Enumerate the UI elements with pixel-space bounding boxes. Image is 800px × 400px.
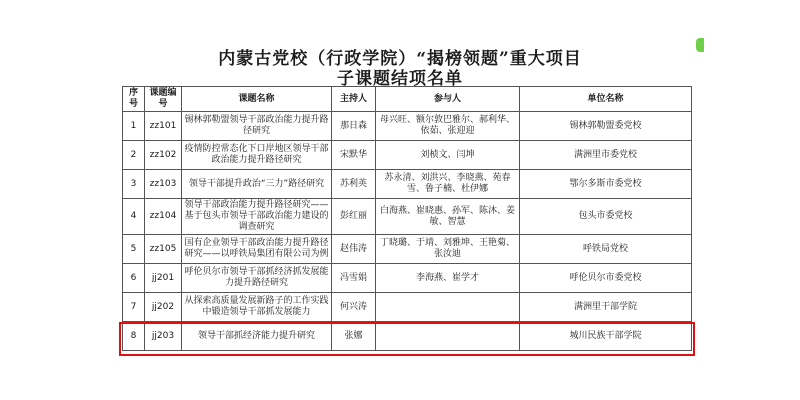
header-host: 主持人	[332, 87, 376, 112]
row-members: 母兴旺、额尔敦巴雅尔、郝利华、依茹、张迎迎	[376, 112, 520, 141]
row-num: 5	[123, 235, 145, 264]
highlight-box	[119, 322, 695, 356]
header-name: 课题名称	[182, 87, 332, 112]
table-row	[123, 170, 692, 199]
row-code: jj201	[145, 264, 182, 293]
row-name: 疫情防控常态化下口岸地区领导干部政治能力提升路径研究	[182, 141, 332, 170]
row-unit: 满洲里市委党校	[520, 141, 692, 170]
header-code: 课题编号	[145, 87, 182, 112]
row-host: 张娜	[332, 322, 376, 351]
row-unit: 城川民族干部学院	[520, 322, 692, 351]
table-row	[123, 293, 692, 322]
row-members: 李海燕、崔学才	[376, 264, 520, 293]
header-unit: 单位名称	[520, 87, 692, 112]
row-num: 3	[123, 170, 145, 199]
row-unit: 鄂尔多斯市委党校	[520, 170, 692, 199]
row-name: 领导干部政治能力提升路径研究——基于包头市领导干部政治能力建设的调查研究	[182, 199, 332, 235]
document-title-line2: 子课题结项名单	[337, 69, 463, 89]
row-code: zz104	[145, 199, 182, 235]
row-unit: 包头市委党校	[520, 199, 692, 235]
header-num: 序号	[123, 87, 145, 112]
row-code: zz102	[145, 141, 182, 170]
row-code: jj202	[145, 293, 182, 322]
row-name: 从探索高质量发展新路子的工作实践中锻造领导干部抓发展能力	[182, 293, 332, 322]
row-name: 领导干部抓经济能力提升研究	[182, 322, 332, 351]
row-members	[376, 293, 520, 322]
row-num: 4	[123, 199, 145, 235]
row-unit: 满洲里干部学院	[520, 293, 692, 322]
row-name: 呼伦贝尔市领导干部抓经济抓发展能力提升路径研究	[182, 264, 332, 293]
row-name: 锡林郭勒盟领导干部政治能力提升路径研究	[182, 112, 332, 141]
table-header-row	[123, 87, 692, 112]
table-row	[123, 264, 692, 293]
row-code: zz105	[145, 235, 182, 264]
table-row	[123, 235, 692, 264]
row-code: zz101	[145, 112, 182, 141]
row-unit: 呼伦贝尔市委党校	[520, 264, 692, 293]
row-host: 那日森	[332, 112, 376, 141]
row-host: 冯雪娟	[332, 264, 376, 293]
project-list-table	[122, 86, 692, 351]
row-code: jj203	[145, 322, 182, 351]
row-name: 领导干部提升政治“三力”路径研究	[182, 170, 332, 199]
row-members: 丁晓璐、于靖、刘雅坤、王艳菊、张汝迪	[376, 235, 520, 264]
row-num: 6	[123, 264, 145, 293]
row-host: 宋默华	[332, 141, 376, 170]
table-row	[123, 199, 692, 235]
row-num: 7	[123, 293, 145, 322]
row-host: 赵伟涛	[332, 235, 376, 264]
row-unit: 呼铁局党校	[520, 235, 692, 264]
document-title-line1: 内蒙古党校（行政学院）“揭榜领题”重大项目	[218, 49, 582, 69]
row-host: 彭红丽	[332, 199, 376, 235]
row-unit: 锡林郭勒盟委党校	[520, 112, 692, 141]
row-num: 8	[123, 322, 145, 351]
row-host: 何兴涛	[332, 293, 376, 322]
row-code: zz103	[145, 170, 182, 199]
header-members: 参与人	[376, 87, 520, 112]
row-members: 刘桢文、闫坤	[376, 141, 520, 170]
row-host: 苏利英	[332, 170, 376, 199]
row-members: 白海燕、崔晓惠、孙军、陈沐、姜敏、智慧	[376, 199, 520, 235]
row-members: 苏永清、刘洪兴、李晓燕、苑春雪、鲁子楠、杜伊娜	[376, 170, 520, 199]
row-num: 1	[123, 112, 145, 141]
edge-marker	[696, 38, 704, 52]
row-num: 2	[123, 141, 145, 170]
row-name: 国有企业领导干部政治能力提升路径研究——以呼铁局集团有限公司为例	[182, 235, 332, 264]
table-row	[123, 141, 692, 170]
table-row	[123, 112, 692, 141]
